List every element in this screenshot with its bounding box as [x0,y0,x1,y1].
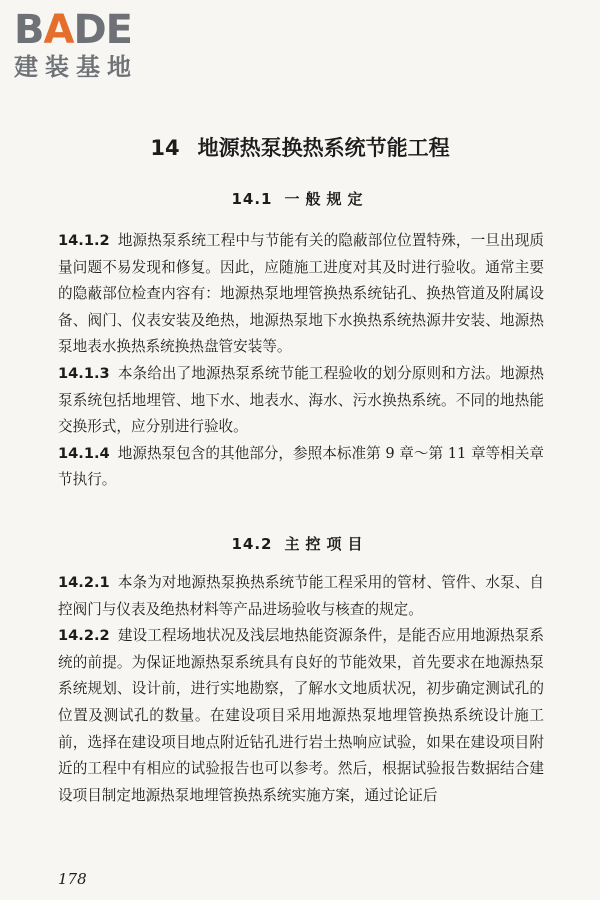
clause-text: 本条给出了地源热泵系统节能工程验收的划分原则和方法。地源热泵系统包括地埋管、地下水、地表水、海水、污水换热系统。不同的地热能交换形式，应分别进行验收。 [58,364,544,436]
clause-paragraph [58,228,544,361]
clause-number: 14.1.2 [58,232,110,249]
clause-paragraph [58,570,544,623]
logo-letters-de: DE [73,7,132,53]
logo-subtitle: 建装基地 [14,53,138,81]
section-title: 一般规定 [284,190,369,208]
section-heading-14-2 [0,533,600,554]
clause-text: 本条为对地源热泵换热系统节能工程采用的管材、管件、水泵、自控阀门与仪表及绝热材料等产品进场验收与核查的规定。 [58,574,544,618]
clause-number: 14.2.2 [58,627,110,645]
section-number: 14.1 [231,190,273,208]
clause-number: 14.2.1 [58,574,110,591]
section-heading-14-1 [0,188,600,209]
clause-paragraph [58,441,544,494]
clause-paragraph [58,623,544,809]
section-14-1-body [58,228,544,494]
clause-text: 地源热泵系统工程中与节能有关的隐蔽部位位置特殊，一旦出现质量问题不易发现和修复。因此，应随施工进度对其及时进行验收。通常主要的隐蔽部位检查内容有：地源热泵地埋管换热系统钻孔、换热管道及附属设备、阀门、仪表安装及绝热，地源热泵地下水换热系统热源井安装、地源热泵地表水换热系统换热盘管安装等。 [58,232,544,356]
section-14-2-body [58,570,544,809]
clause-text: 建设工程场地状况及浅层地热能资源条件，是能否应用地源热泵系统的前提。为保证地源热泵系统具有良好的节能效果，首先要求在地源热泵系统规划、设计前，进行实地勘察，了解水文地质状况，初步确定测试孔的位置及测试孔的数量。在建设项目采用地源热泵地埋管换热系统设计施工前，选择在建设项目地点附近钻孔进行岩土热响应试验，如果在建设项目附近的工程中有相应的试验报告也可以参考。然后，根据试验报告数据结合建设项目制定地源热泵地埋管换热系统实施方案，通过论证后 [58,627,544,804]
page-number: 178 [58,870,87,888]
publisher-logo [14,8,174,82]
logo-letter-a: A [43,7,74,53]
clause-number: 14.1.4 [58,444,110,462]
section-number: 14.2 [231,535,273,553]
clause-text: 地源热泵包含的其他部分，参照本标准第 9 章～第 11 章等相关章节执行。 [58,444,544,489]
logo-wordmark [14,8,174,52]
chapter-number: 14 [150,136,180,160]
chapter-title [0,132,600,162]
clause-number: 14.1.3 [58,364,110,382]
chapter-title-text: 地源热泵换热系统节能工程 [197,136,450,160]
logo-letter-b: B [14,7,44,53]
section-title: 主控项目 [284,535,369,553]
clause-paragraph [58,361,544,441]
